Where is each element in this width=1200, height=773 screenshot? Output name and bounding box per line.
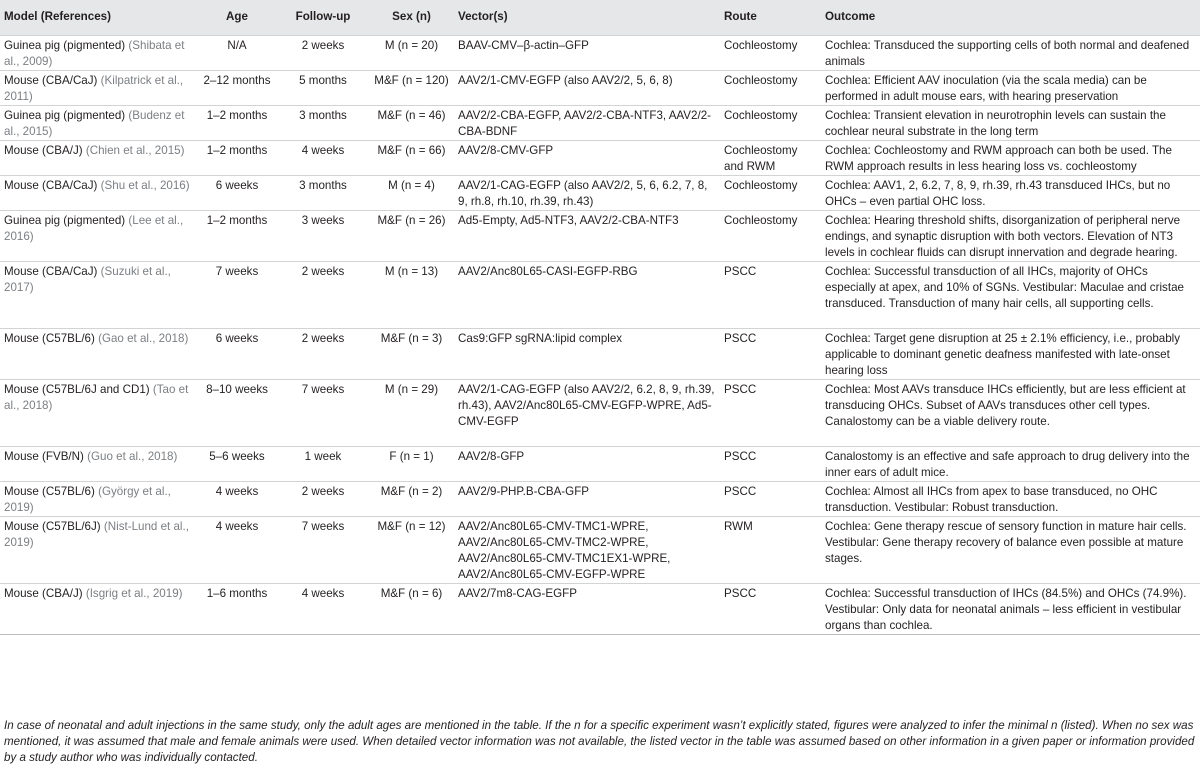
model-cell: [0, 175, 197, 210]
outcome-cell: Cochlea: Most AAVs transduce IHCs efficiently, but are less efficient at transducing OHCs. Subset of AAVs transduces other cell types. Canalostomy can be a viable delivery route.: [821, 379, 1200, 446]
header-outcome: Outcome: [825, 10, 876, 24]
sex-cell: M (n = 29): [369, 379, 454, 446]
table-row: [0, 379, 1200, 446]
age-cell: 8–10 weeks: [197, 379, 277, 446]
table-row: [0, 70, 1200, 105]
route-cell: PSCC: [720, 328, 821, 379]
followup-cell: 7 weeks: [277, 379, 369, 446]
age-cell: 2–12 months: [197, 70, 277, 105]
followup-cell: 2 weeks: [277, 35, 369, 70]
model-cell: [0, 35, 197, 70]
route-cell: PSCC: [720, 446, 821, 481]
sex-cell: M&F (n = 2): [369, 481, 454, 516]
sex-cell: M&F (n = 3): [369, 328, 454, 379]
header-age: Age: [226, 10, 248, 24]
age-cell: N/A: [197, 35, 277, 70]
table-row: [0, 210, 1200, 261]
age-cell: 4 weeks: [197, 481, 277, 516]
vector-cell: Ad5-Empty, Ad5-NTF3, AAV2/2-CBA-NTF3: [454, 210, 720, 261]
vector-cell: AAV2/8-CMV-GFP: [454, 140, 720, 175]
model-name: Mouse (CBA/J): [4, 586, 83, 600]
outcome-cell: Cochlea: Target gene disruption at 25 ± 2.1% efficiency, i.e., probably applicable to dominant genetic deafness manifested with late-onset hearing loss: [821, 328, 1200, 379]
outcome-cell: Cochlea: Successful transduction of IHCs (84.5%) and OHCs (74.9%). Vestibular: Only data for neonatal animals – less efficient in vestibular organs than cochlea.: [821, 583, 1200, 634]
model-name: Mouse (CBA/CaJ): [4, 264, 98, 278]
reference-link[interactable]: (Shibata et al., 2009): [4, 38, 185, 68]
outcome-cell: Cochlea: Cochleostomy and RWM approach can both be used. The RWM approach results in less hearing loss vs. cochleostomy: [821, 140, 1200, 175]
followup-cell: 7 weeks: [277, 516, 369, 583]
vector-cell: AAV2/Anc80L65-CASI-EGFP-RBG: [454, 261, 720, 328]
outcome-cell: Cochlea: Transduced the supporting cells of both normal and deafened animals: [821, 35, 1200, 70]
model-cell: [0, 105, 197, 140]
reference-link[interactable]: (Chien et al., 2015): [85, 143, 185, 157]
table-row: [0, 105, 1200, 140]
model-name: Mouse (C57BL/6J and CD1): [4, 382, 150, 396]
age-cell: 1–2 months: [197, 140, 277, 175]
table-row: [0, 516, 1200, 583]
model-cell: [0, 583, 197, 634]
model-name: Mouse (CBA/CaJ): [4, 178, 98, 192]
route-cell: Cochleostomy and RWM: [720, 140, 821, 175]
table-row: [0, 481, 1200, 516]
reference-link[interactable]: (György et al., 2019): [4, 484, 171, 514]
sex-cell: M&F (n = 120): [369, 70, 454, 105]
table-row: [0, 140, 1200, 175]
model-name: Mouse (C57BL/6): [4, 484, 95, 498]
route-cell: Cochleostomy: [720, 175, 821, 210]
table-body: [0, 35, 1200, 634]
followup-cell: 5 months: [277, 70, 369, 105]
model-name: Mouse (CBA/J): [4, 143, 83, 157]
age-cell: 6 weeks: [197, 175, 277, 210]
route-cell: PSCC: [720, 261, 821, 328]
sex-cell: M&F (n = 66): [369, 140, 454, 175]
model-name: Mouse (C57BL/6): [4, 331, 95, 345]
table-row: [0, 175, 1200, 210]
followup-cell: 4 weeks: [277, 583, 369, 634]
followup-cell: 2 weeks: [277, 261, 369, 328]
vector-cell: BAAV-CMV–β-actin–GFP: [454, 35, 720, 70]
model-cell: [0, 140, 197, 175]
sex-cell: M (n = 4): [369, 175, 454, 210]
reference-link[interactable]: (Budenz et al., 2015): [4, 108, 185, 138]
outcome-cell: Canalostomy is an effective and safe approach to drug delivery into the inner ears of adult mice.: [821, 446, 1200, 481]
route-cell: PSCC: [720, 481, 821, 516]
route-cell: Cochleostomy: [720, 105, 821, 140]
model-name: Guinea pig (pigmented): [4, 213, 126, 227]
sex-cell: M&F (n = 12): [369, 516, 454, 583]
followup-cell: 3 weeks: [277, 210, 369, 261]
model-cell: [0, 210, 197, 261]
age-cell: 4 weeks: [197, 516, 277, 583]
reference-link[interactable]: (Tao et al., 2018): [4, 382, 189, 412]
followup-cell: 2 weeks: [277, 328, 369, 379]
vector-cell: AAV2/1-CAG-EGFP (also AAV2/2, 5, 6, 6.2, 7, 8, 9, rh.8, rh.10, rh.39, rh.43): [454, 175, 720, 210]
model-cell: [0, 379, 197, 446]
followup-cell: 2 weeks: [277, 481, 369, 516]
sex-cell: M&F (n = 46): [369, 105, 454, 140]
sex-cell: M (n = 13): [369, 261, 454, 328]
model-name: Guinea pig (pigmented): [4, 108, 126, 122]
age-cell: 5–6 weeks: [197, 446, 277, 481]
header-sex: Sex (n): [392, 10, 431, 24]
model-cell: [0, 328, 197, 379]
reference-link[interactable]: (Shu et al., 2016): [100, 178, 190, 192]
sex-cell: F (n = 1): [369, 446, 454, 481]
model-cell: [0, 261, 197, 328]
outcome-cell: Cochlea: AAV1, 2, 6.2, 7, 8, 9, rh.39, rh.43 transduced IHCs, but no OHCs – even partial OHC loss.: [821, 175, 1200, 210]
reference-link[interactable]: (Guo et al., 2018): [87, 449, 178, 463]
model-name: Mouse (FVB/N): [4, 449, 84, 463]
reference-link[interactable]: (Kilpatrick et al., 2011): [4, 73, 184, 103]
outcome-cell: Cochlea: Gene therapy rescue of sensory function in mature hair cells. Vestibular: Gene therapy recovery of balance even possible at mature stages.: [821, 516, 1200, 583]
followup-cell: 3 months: [277, 105, 369, 140]
vector-cell: Cas9:GFP sgRNA:lipid complex: [454, 328, 720, 379]
model-cell: [0, 70, 197, 105]
reference-link[interactable]: (Gao et al., 2018): [98, 331, 189, 345]
reference-link[interactable]: (Nist-Lund et al., 2019): [4, 519, 189, 549]
outcome-cell: Cochlea: Hearing threshold shifts, disorganization of peripheral nerve endings, and synaptic disruption with both vectors. Elevation of NT3 levels in cochlear fluids can disrupt innervation and degrade hearing.: [821, 210, 1200, 261]
vector-cell: AAV2/Anc80L65-CMV-TMC1-WPRE, AAV2/Anc80L65-CMV-TMC2-WPRE, AAV2/Anc80L65-CMV-TMC1EX1-WPRE, AAV2/Anc80L65-CMV-EGFP-WPRE: [454, 516, 720, 583]
header-route: Route: [724, 10, 757, 24]
table-row: [0, 446, 1200, 481]
vector-cell: AAV2/8-GFP: [454, 446, 720, 481]
table-row: [0, 35, 1200, 70]
model-cell: [0, 481, 197, 516]
table-footnote: In case of neonatal and adult injections in the same study, only the adult ages are mentioned in the table. If the n for a specific experiment wasn’t explicitly stated, figures were analyzed to infer the minimal n (listed). When no sex was mentioned, it was assumed that male and female animals were used. When detailed vector information was not available, the listed vector in the table was assumed based on other information in a given paper or information provided by a study author who was individually contacted.: [4, 719, 1195, 764]
route-cell: PSCC: [720, 583, 821, 634]
sex-cell: M (n = 20): [369, 35, 454, 70]
sex-cell: M&F (n = 6): [369, 583, 454, 634]
route-cell: PSCC: [720, 379, 821, 446]
age-cell: 1–6 months: [197, 583, 277, 634]
vector-cell: AAV2/9-PHP.B-CBA-GFP: [454, 481, 720, 516]
outcome-cell: Cochlea: Successful transduction of all IHCs, majority of OHCs especially at apex, and 10% of SGNs. Vestibular: Maculae and cristae transduced. Transduction of many hair cells, all supporting cells.: [821, 261, 1200, 328]
age-cell: 1–2 months: [197, 210, 277, 261]
age-cell: 7 weeks: [197, 261, 277, 328]
header-vector: Vector(s): [458, 10, 508, 24]
reference-link[interactable]: (Lee et al., 2016): [4, 213, 184, 243]
model-cell: [0, 516, 197, 583]
age-cell: 6 weeks: [197, 328, 277, 379]
table-row: [0, 261, 1200, 328]
table-row: [0, 328, 1200, 379]
reference-link[interactable]: (Suzuki et al., 2017): [4, 264, 171, 294]
model-name: Guinea pig (pigmented): [4, 38, 126, 52]
route-cell: Cochleostomy: [720, 35, 821, 70]
followup-cell: 4 weeks: [277, 140, 369, 175]
reference-link[interactable]: (Isgrig et al., 2019): [85, 586, 183, 600]
route-cell: Cochleostomy: [720, 70, 821, 105]
vector-cell: AAV2/1-CAG-EGFP (also AAV2/2, 6.2, 8, 9, rh.39, rh.43), AAV2/Anc80L65-CMV-EGFP-WPRE, Ad5-CMV-EGFP: [454, 379, 720, 446]
sex-cell: M&F (n = 26): [369, 210, 454, 261]
outcome-cell: Cochlea: Almost all IHCs from apex to base transduced, no OHC transduction. Vestibular: Robust transduction.: [821, 481, 1200, 516]
table-row: [0, 583, 1200, 634]
followup-cell: 1 week: [277, 446, 369, 481]
route-cell: Cochleostomy: [720, 210, 821, 261]
header-model: Model (References): [4, 10, 111, 24]
outcome-cell: Cochlea: Transient elevation in neurotrophin levels can sustain the cochlear neural substrate in the long term: [821, 105, 1200, 140]
outcome-cell: Cochlea: Efficient AAV inoculation (via the scala media) can be performed in adult mouse ears, with hearing preservation: [821, 70, 1200, 105]
model-name: Mouse (CBA/CaJ): [4, 73, 98, 87]
model-name: Mouse (C57BL/6J): [4, 519, 101, 533]
vector-cell: AAV2/1-CMV-EGFP (also AAV2/2, 5, 6, 8): [454, 70, 720, 105]
followup-cell: 3 months: [277, 175, 369, 210]
vector-cell: AAV2/2-CBA-EGFP, AAV2/2-CBA-NTF3, AAV2/2-CBA-BDNF: [454, 105, 720, 140]
header-followup: Follow-up: [295, 10, 351, 24]
vector-cell: AAV2/7m8-CAG-EGFP: [454, 583, 720, 634]
route-cell: RWM: [720, 516, 821, 583]
model-cell: [0, 446, 197, 481]
header-row: [0, 0, 1200, 35]
age-cell: 1–2 months: [197, 105, 277, 140]
